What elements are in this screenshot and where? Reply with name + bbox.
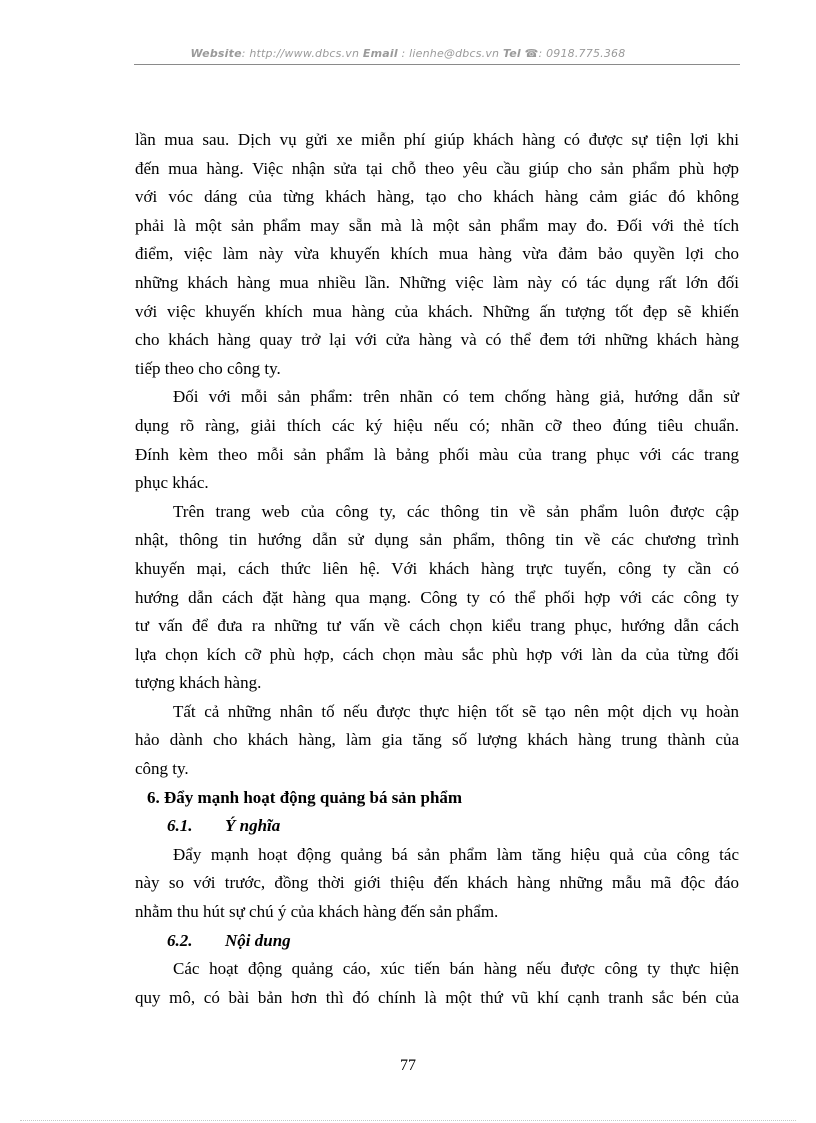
subsection-number: 6.1. [167, 816, 193, 836]
text-line: phải là một sản phẩm may sẵn mà là một sản phẩm may đo. Đối với thẻ tích [135, 215, 739, 235]
text-line: nhằm thu hút sự chú ý của khách hàng đến sản phẩm. [135, 902, 499, 922]
website-value: : http://www.dbcs.vn [241, 47, 360, 60]
header-divider [134, 64, 740, 65]
text-line: dụng rõ ràng, giải thích các ký hiệu nếu có; nhãn cỡ theo đúng tiêu chuẩn. [135, 415, 739, 435]
text-line: tư vấn để đưa ra những tư vấn về cách chọn kiểu trang phục, hướng dẫn cách [135, 616, 739, 636]
text-line: Tất cả những nhân tố nếu được thực hiện tốt sẽ tạo nên một dịch vụ hoàn [173, 701, 739, 721]
phone-icon: ☎ [524, 47, 539, 60]
text-line: với việc khuyến khích mua hàng của khách. Những ấn tượng tốt đẹp sẽ khiến [135, 301, 739, 321]
page-number: 77 [400, 1057, 416, 1074]
text-line: này so với trước, đồng thời giới thiệu đến khách hàng những mẫu mã độc đáo [135, 873, 739, 893]
text-line: với vóc dáng của từng khách hàng, tạo cho khách hàng cảm giác đó không [135, 187, 739, 207]
subsection-title: Ý nghĩa [225, 816, 281, 836]
text-line: hướng dẫn cách đặt hàng qua mạng. Công ty có thể phối hợp với các công ty [135, 587, 739, 607]
paragraph [135, 383, 739, 497]
document-body [135, 126, 739, 1012]
text-line: nhật, thông tin hướng dẫn sử dụng sản phẩm, thông tin về các chương trình [135, 530, 739, 550]
text-line: hảo dành cho khách hàng, làm gia tăng số lượng khách hàng trung thành của [135, 730, 739, 750]
email-label: Email [362, 47, 398, 60]
tel-label: Tel [502, 47, 521, 60]
text-line: cho khách hàng quay trở lại với cửa hàng và có thể đem tới những khách hàng [135, 330, 739, 350]
paragraph-6-1 [135, 841, 739, 927]
text-line: lần mua sau. Dịch vụ gửi xe miễn phí giúp khách hàng có được sự tiện lợi khi [135, 130, 739, 149]
text-line: khuyến mại, cách thức liên hệ. Với khách hàng trực tuyến, công ty cần có [135, 558, 739, 578]
paragraph [135, 126, 739, 383]
email-value: : lienhe@dbcs.vn [401, 47, 500, 60]
text-line: lựa chọn kích cỡ phù hợp, cách chọn màu sắc phù hợp với làn da của từng đối [135, 644, 739, 664]
paragraph-container [135, 126, 739, 784]
website-label: Website [190, 47, 242, 60]
tel-value: : 0918.775.368 [538, 47, 626, 60]
text-line: tượng khách hàng. [135, 673, 262, 693]
paragraph [135, 498, 739, 698]
subsection-heading-6-1 [135, 812, 739, 841]
text-line: Đối với mỗi sản phẩm: trên nhãn có tem chống hàng giả, hướng dẫn sử [173, 387, 739, 407]
subsection-heading-6-2 [135, 927, 739, 956]
page-header [0, 47, 816, 60]
text-line: điểm, việc làm này vừa khuyến khích mua hàng vừa đảm bảo quyền lợi cho [135, 244, 739, 264]
text-line: quy mô, có bài bản hơn thì đó chính là một thứ vũ khí cạnh tranh sắc bén của [135, 987, 739, 1007]
text-line: công ty. [135, 759, 189, 779]
text-line: Đẩy mạnh hoạt động quảng bá sản phẩm làm tăng hiệu quả của công tác [173, 844, 739, 864]
footer-divider [20, 1120, 796, 1121]
subsection-title: Nội dung [225, 930, 291, 950]
text-line: Đính kèm theo mỗi sản phẩm là bảng phối màu của trang phục với các trang [135, 444, 739, 464]
text-line: phục khác. [135, 473, 209, 493]
text-line: Trên trang web của công ty, các thông tin về sản phẩm luôn được cập [173, 501, 739, 521]
paragraph-6-2 [135, 955, 739, 1012]
text-line: Các hoạt động quảng cáo, xúc tiến bán hàng nếu được công ty thực hiện [173, 959, 739, 979]
text-line: những khách hàng mua nhiều lần. Những việc làm này có tác dụng rất lớn đối [135, 272, 739, 292]
text-line: tiếp theo cho công ty. [135, 358, 281, 378]
paragraph [135, 698, 739, 784]
subsection-number: 6.2. [167, 930, 193, 950]
text-line: đến mua hàng. Việc nhận sửa tại chỗ theo yêu cầu giúp cho sản phẩm phù hợp [135, 158, 739, 178]
section-heading: 6. Đẩy mạnh hoạt động quảng bá sản phẩm [147, 787, 463, 807]
